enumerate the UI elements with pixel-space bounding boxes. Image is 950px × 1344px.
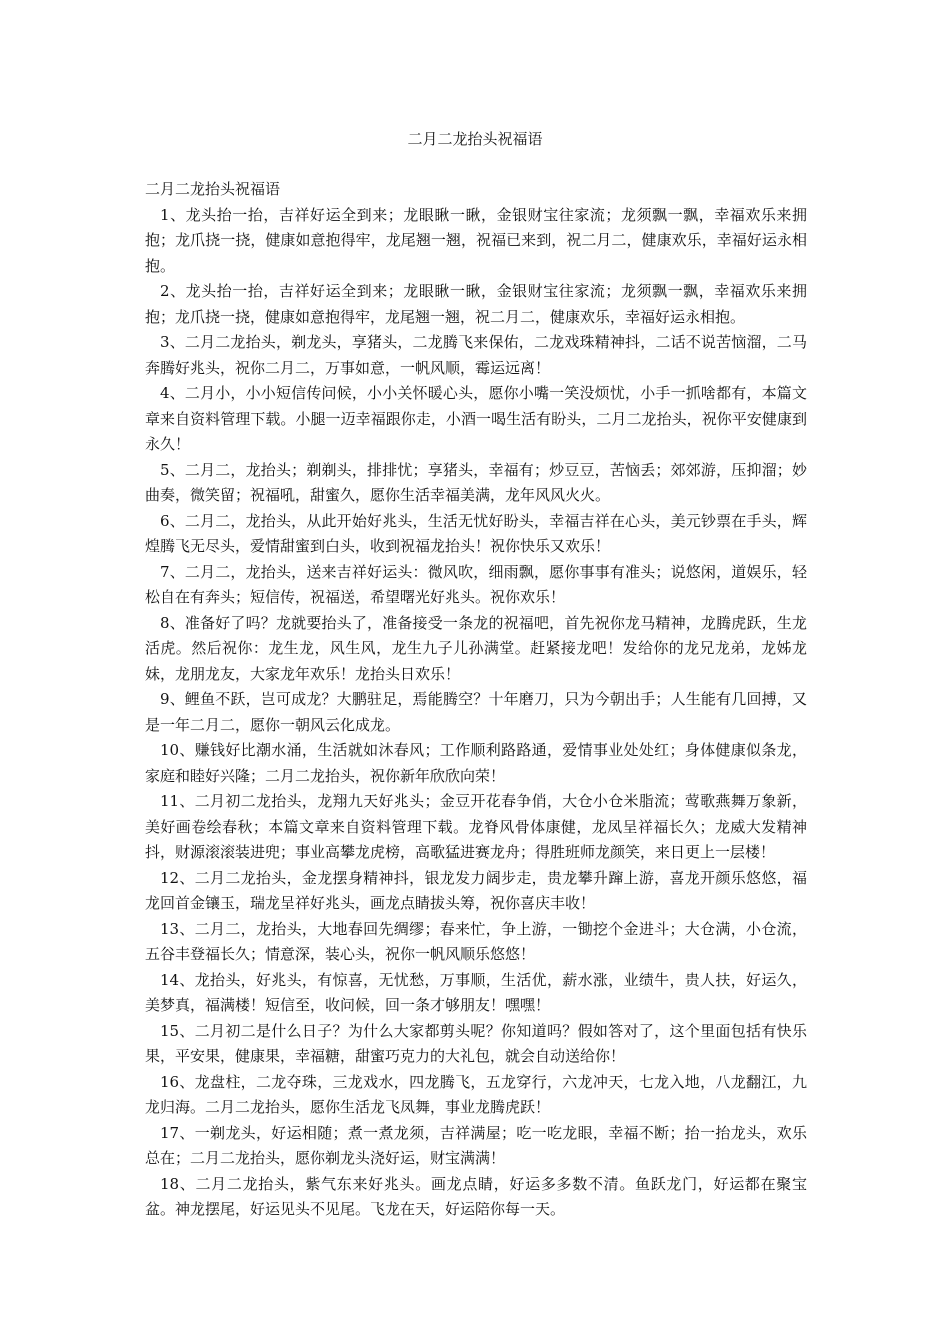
blessing-entry-11: 11、二月初二龙抬头，龙翔九天好兆头；金豆开花春争俏，大仓小仓米脂流；莺歌燕舞万象新，美好画卷绘春秋；本篇文章来自资料管理下载。龙脊风骨体康健，龙凤呈祥福长久；龙威大发精神抖，财源滚滚装进兜；事业高攀龙虎榜，高歌猛进赛龙舟；得胜班师龙颜笑，来日更上一层楼！ bbox=[145, 792, 807, 861]
blessing-entry-5: 5、二月二，龙抬头；剃剃头，排排忧；享猪头，幸福有；炒豆豆，苦恼丢；郊郊游，压抑溜；妙曲奏，微笑留；祝福吼，甜蜜久，愿你生活幸福美满，龙年风风火火。 bbox=[145, 460, 807, 504]
blessing-entry-16: 16、龙盘柱，二龙夺珠，三龙戏水，四龙腾飞，五龙穿行，六龙冲天，七龙入地，八龙翻江，九龙归海。二月二龙抬头，愿你生活龙飞凤舞，事业龙腾虎跃！ bbox=[145, 1072, 807, 1116]
blessing-entry-6: 6、二月二，龙抬头，从此开始好兆头，生活无忧好盼头，幸福吉祥在心头，美元钞票在手头，辉煌腾飞无尽头，爱情甜蜜到白头，收到祝福龙抬头！祝你快乐又欢乐！ bbox=[145, 511, 807, 555]
document-title: 二月二龙抬头祝福语 bbox=[407, 130, 543, 148]
blessing-entry-17: 17、一剃龙头，好运相随；煮一煮龙须，吉祥满屋；吃一吃龙眼，幸福不断；抬一抬龙头，欢乐总在；二月二龙抬头，愿你剃龙头浇好运，财宝满满！ bbox=[145, 1123, 807, 1167]
blessing-entry-1: 1、龙头抬一抬，吉祥好运全到来；龙眼瞅一瞅，金银财宝往家流；龙须飘一飘，幸福欢乐来拥抱；龙爪挠一挠，健康如意抱得牢，龙尾翘一翘，祝福已来到，祝二月二，健康欢乐，幸福好运永相抱。 bbox=[145, 205, 807, 275]
blessing-entry-7: 7、二月二，龙抬头，送来吉祥好运头：微风吹，细雨飘，愿你事事有准头；说悠闲，道娱乐，轻松自在有奔头；短信传，祝福送，希望曙光好兆头。祝你欢乐！ bbox=[145, 562, 807, 606]
blessing-entry-15: 15、二月初二是什么日子？为什么大家都剪头呢？你知道吗？假如答对了，这个里面包括有快乐果，平安果，健康果，幸福糖，甜蜜巧克力的大礼包，就会自动送给你！ bbox=[145, 1021, 807, 1065]
blessing-entry-12: 12、二月二龙抬头，金龙摆身精神抖，银龙发力阔步走，贵龙攀升蹿上游，喜龙开颜乐悠悠，福龙回首金镶玉，瑞龙呈祥好兆头，画龙点睛拔头筹，祝你喜庆丰收！ bbox=[145, 868, 807, 912]
blessing-entry-10: 10、赚钱好比潮水涌，生活就如沐春风；工作顺利路路通，爱情事业处处红；身体健康似条龙，家庭和睦好兴隆；二月二龙抬头，祝你新年欣欣向荣！ bbox=[145, 741, 807, 785]
blessing-entry-3: 3、二月二龙抬头，剃龙头，享猪头，二龙腾飞来保佑，二龙戏珠精神抖，二话不说苦恼溜，二马奔腾好兆头，祝你二月二，万事如意，一帆风顺，霉运远离！ bbox=[145, 333, 807, 377]
blessing-entry-2: 2、龙头抬一抬，吉祥好运全到来；龙眼瞅一瞅，金银财宝往家流；龙须飘一飘，幸福欢乐来拥抱；龙爪挠一挠，健康如意抱得牢，龙尾翘一翘，祝二月二，健康欢乐，幸福好运永相抱。 bbox=[145, 282, 807, 326]
document-body bbox=[145, 177, 807, 1223]
blessing-entry-4: 4、二月小，小小短信传问候，小小关怀暖心头，愿你小嘴一笑没烦忧，小手一抓啥都有，本篇文章来自资料管理下载。小腿一迈幸福跟你走，小酒一喝生活有盼头，二月二龙抬头，祝你平安健康到永久！ bbox=[145, 384, 807, 453]
blessing-entry-13: 13、二月二，龙抬头，大地春回先绸缪；春来忙，争上游，一锄挖个金进斗；大仓满，小仓流，五谷丰登福长久；情意深，装心头，祝你一帆风顺乐悠悠！ bbox=[145, 919, 807, 963]
document-subtitle: 二月二龙抬头祝福语 bbox=[145, 180, 281, 198]
blessing-entry-18: 18、二月二龙抬头，紫气东来好兆头。画龙点睛，好运多多数不清。鱼跃龙门，好运都在聚宝盆。神龙摆尾，好运见头不见尾。飞龙在天，好运陪你每一天。 bbox=[145, 1174, 807, 1218]
blessing-entry-9: 9、鲤鱼不跃，岂可成龙？大鹏驻足，焉能腾空？十年磨刀，只为今朝出手；人生能有几回搏，又是一年二月二，愿你一朝风云化成龙。 bbox=[145, 690, 807, 734]
blessing-entry-8: 8、准备好了吗？龙就要抬头了，准备接受一条龙的祝福吧，首先祝你龙马精神，龙腾虎跃，生龙活虎。然后祝你：龙生龙，风生风，龙生九子儿孙满堂。赶紧接龙吧！发给你的龙兄龙弟，龙姊龙妹，龙朋龙友，大家龙年欢乐！龙抬头日欢乐！ bbox=[145, 613, 807, 683]
blessing-entry-14: 14、龙抬头，好兆头，有惊喜，无忧愁，万事顺，生活优，薪水涨，业绩牛，贵人扶，好运久，美梦真，福满楼！短信至，收问候，回一条才够朋友！嘿嘿！ bbox=[145, 970, 807, 1014]
